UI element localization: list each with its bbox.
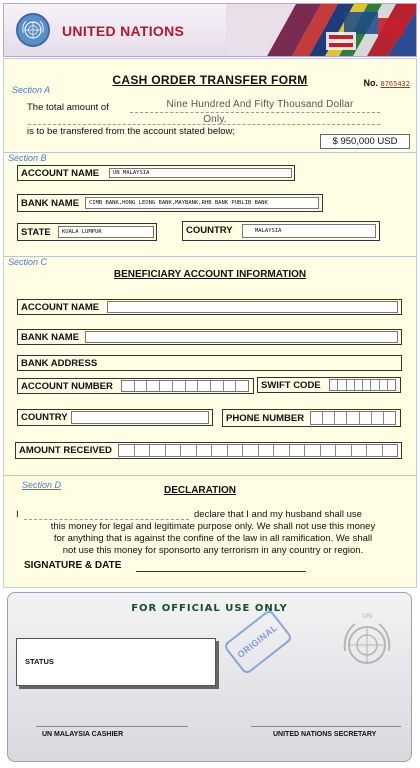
ben-bank-name-input[interactable] [85,331,398,343]
bank-name-box [17,194,323,212]
signature-date-label: SIGNATURE & DATE [24,560,122,571]
bank-name-label: BANK NAME [21,198,80,209]
ben-account-name-box [17,299,402,315]
amount-received-label: AMOUNT RECEIVED [19,445,112,456]
form-title: CASH ORDER TRANSFER FORM [112,73,308,87]
divider-ab [4,152,416,153]
ben-account-name-label: ACCOUNT NAME [21,302,100,313]
official-use-panel [7,592,412,762]
state-label: STATE [21,227,51,238]
amount-usd-box: $ 950,000 USD [320,134,410,149]
declarant-name-line[interactable] [24,519,189,520]
secretary-label: UNITED NATIONS SECRETARY [273,731,377,738]
stamp-text: ORIGINAL [235,622,280,660]
ben-account-name-input[interactable] [107,301,398,313]
divider-bc [4,256,416,257]
state-value[interactable]: KUALA LUMPUR [58,226,154,238]
country-box [182,221,380,241]
declaration-line4: not use this money for sponsorto any terrorism in any country or region. [62,545,364,556]
watermark-text: UN [361,613,373,620]
beneficiary-title: BENEFICIARY ACCOUNT INFORMATION [113,269,307,280]
divider-cd [4,475,416,476]
declaration-line1: declare that I and my husband shall use [194,509,362,520]
secretary-signature-line[interactable] [251,726,401,727]
ben-account-number-box [17,378,254,394]
ben-bank-address-box[interactable] [17,355,402,371]
form-number-value: 8765432 [380,80,410,88]
ben-account-number-label: ACCOUNT NUMBER [21,381,113,392]
transfer-text: is to be transfered from the account stated below; [27,126,236,137]
phone-number-box [222,409,401,427]
amount-dots-1 [130,112,380,113]
ben-country-box [17,409,213,426]
amount-received-cells[interactable] [118,444,398,457]
phone-number-label: PHONE NUMBER [226,413,305,424]
state-box [17,223,157,241]
header-banner [3,3,417,57]
amount-words-line1: Nine Hundred And Fifty Thousand Dollar [166,99,354,110]
ben-bank-name-label: BANK NAME [21,332,80,343]
signature-date-line[interactable] [136,571,306,572]
cashier-signature-line[interactable] [36,726,188,727]
cashier-label: UN MALAYSIA CASHIER [42,731,124,738]
country-value[interactable]: MALAYSIA [242,224,376,238]
status-box[interactable] [16,638,216,686]
declaration-line3: for anything that is against the confine of the law in all ramification. We shall [53,533,373,544]
declaration-line2: this money for legal and legitimate purpose only. We shall not use this money [50,521,376,532]
ben-account-number-cells[interactable] [121,380,249,392]
official-use-title: FOR OFFICIAL USE ONLY [131,603,288,614]
swift-code-label: SWIFT CODE [261,380,321,391]
org-name: UNITED NATIONS [62,23,185,39]
cash-order-form [3,58,417,588]
ben-bank-name-box [17,329,402,345]
declaration-prefix: I [16,509,19,520]
swift-code-box [257,377,401,393]
country-label: COUNTRY [186,225,233,236]
bank-name-value[interactable]: CIMB BANK,HONG LEONG BANK,MAYBANK,RHB BANK PUBLIB BANK [85,197,319,209]
ben-bank-address-label: BANK ADDRESS [21,358,98,369]
form-number [363,78,410,88]
section-b-label: Section B [8,153,47,163]
phone-number-cells[interactable] [310,411,396,425]
flags-banner [226,4,416,57]
account-name-label: ACCOUNT NAME [21,168,100,179]
swift-code-cells[interactable] [329,379,396,391]
ben-country-input[interactable] [71,411,209,424]
un-emblem-icon [16,13,50,47]
form-number-label: No. [363,78,378,88]
amount-words-line2: Only. [203,114,227,125]
account-name-value[interactable]: UN MALAYSIA [109,168,292,178]
amount-received-box [15,442,402,459]
total-amount-label: The total amount of [27,102,109,113]
status-label: STATUS [25,657,54,666]
section-a-label: Section A [12,85,51,95]
section-d-label: Section D [22,480,62,490]
section-c-label: Section C [8,257,48,267]
declaration-title: DECLARATION [163,485,237,496]
un-watermark-icon [341,609,393,671]
original-stamp [223,609,294,676]
ben-country-label: COUNTRY [21,412,68,423]
account-name-box [17,165,295,181]
